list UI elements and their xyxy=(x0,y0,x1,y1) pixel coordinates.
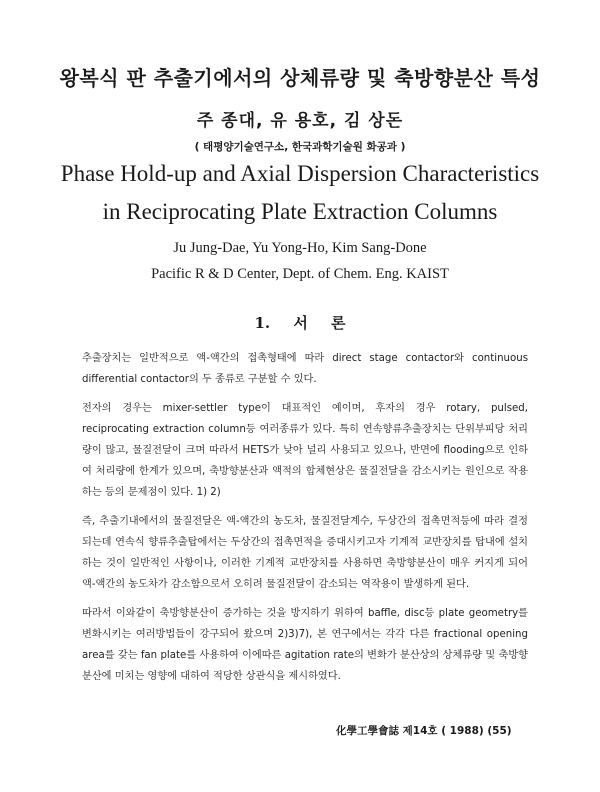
paragraph: 따라서 이와같이 축방향분산이 증가하는 것을 방지하기 위하여 baffle, disc등 plate geometry를 변화시키는 여러방법들이 강구되어 왔으며 2)3)7), 본 연구에서는 각각 다른 fractional opening area를 갖는 fan plate를 사용하여 이에따른 agitation rate의 변화가 분산상의 상체류량 및 축방향분산에 미치는 영향에 대하여 적당한 상관식을 제시하였다. xyxy=(82,608,528,682)
korean-authors: 주 종대, 유 용호, 김 상돈 xyxy=(196,111,404,131)
paragraph: 추출장치는 일반적으로 액-액간의 접촉형태에 따라 direct stage contactor와 continuous differential contactor의 두 종류로 구분할 수 있다. xyxy=(82,353,528,385)
paragraph: 전자의 경우는 mixer-settler type이 대표적인 예이며, 후자의 경우 rotary, pulsed, reciprocating extraction column등 여러종류가 있다. 특히 연속향류추출장치는 단위부피당 처리량이 많고, 물질전달이 크며 따라서 HETS가 낮아 널리 사용되고 있으나, 반면에 flooding으로 인하여 처리량에 한계가 있으며, 축방향분산과 액적의 합체현상은 물질전달을 감소시키는 원인으로 작용하는 등의 문제점이 있다. 1) 2) xyxy=(82,403,528,498)
paragraph: 즉, 추출기내에서의 물질전달은 액-액간의 농도차, 물질전달계수, 두상간의 접촉면적등에 따라 결정되는데 연속식 향류추출탑에서는 두상간의 접촉면적을 증대시키고자 기계적 교반장치를 탑내에 설치하는 것이 일반적인 사항이나, 이러한 기계적 교반장치를 사용하면 축방향분산이 매우 커지게 되어 액-액간의 농도차가 감소함으로서 오히려 물질전달이 감소되는 역작용이 발생하게 된다. xyxy=(82,516,528,590)
body-text xyxy=(82,348,528,687)
korean-affiliation: ( 태평양기술연구소, 한국과학기술원 화공과 ) xyxy=(194,141,406,153)
korean-title: 왕복식 판 추출기에서의 상체류량 및 축방향분산 특성 xyxy=(59,66,541,90)
section-heading: 1. 서 론 xyxy=(254,314,346,332)
journal-footer: 化學工學會誌 제14호 ( 1988) (55) xyxy=(336,725,512,737)
english-authors: Ju Jung-Dae, Yu Yong-Ho, Kim Sang-Done xyxy=(173,240,427,256)
english-affiliation: Pacific R & D Center, Dept. of Chem. Eng. KAIST xyxy=(151,266,449,282)
english-title-line-2: in Reciprocating Plate Extraction Columns xyxy=(102,199,498,224)
english-title-line-1: Phase Hold-up and Axial Dispersion Characteristics xyxy=(60,161,540,186)
